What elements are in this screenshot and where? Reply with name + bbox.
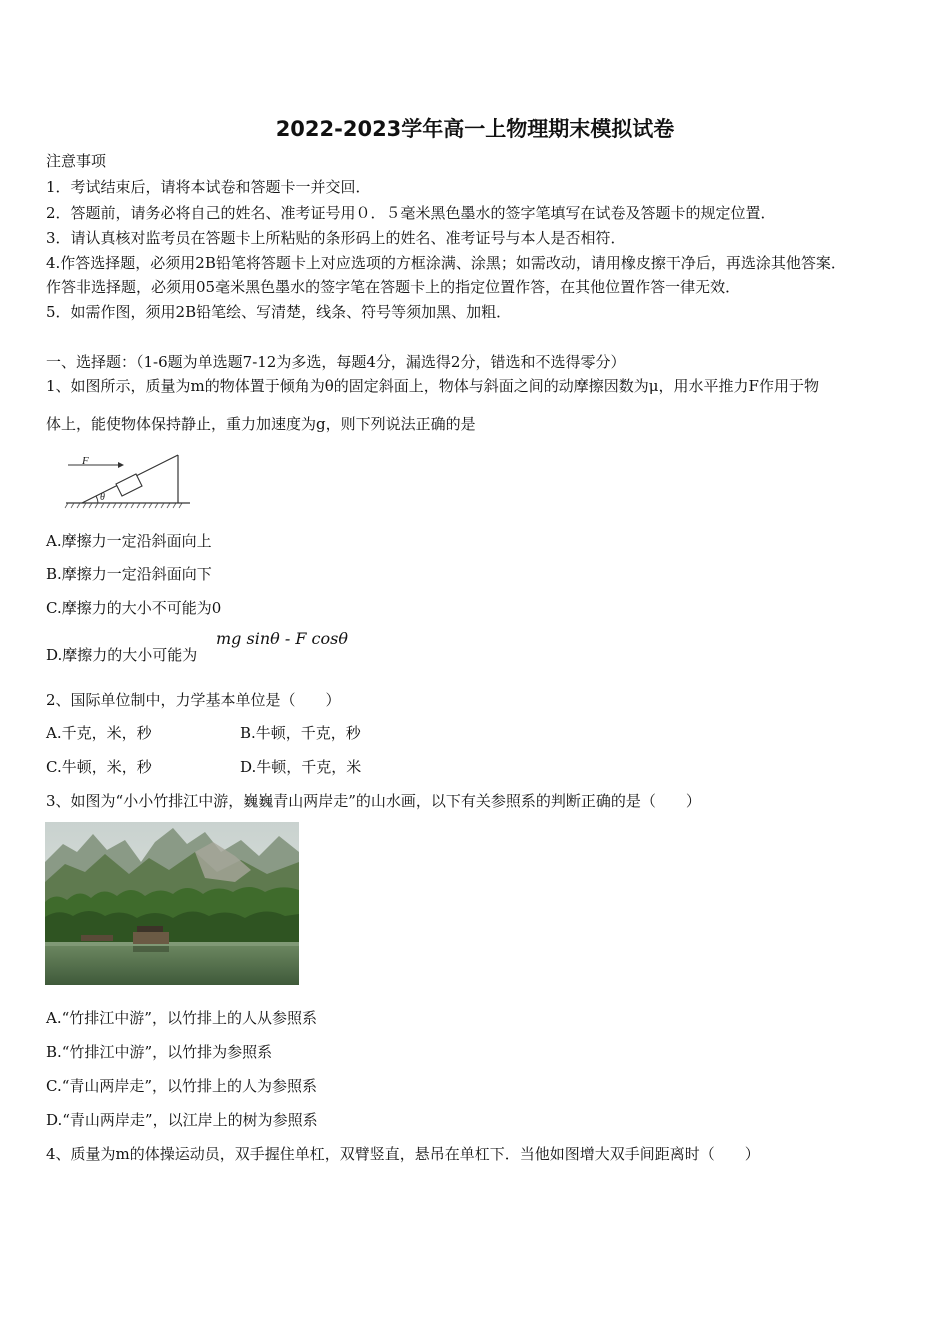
q1-option-a: A.摩擦力一定沿斜面向上 — [46, 532, 212, 550]
landscape-photo — [45, 822, 299, 985]
incline-figure — [64, 448, 192, 512]
force-label: F — [82, 455, 89, 467]
q1-option-c: C.摩擦力的大小不可能为0 — [46, 599, 222, 617]
q3-option-c: C.“青山两岸走”，以竹排上的人为参照系 — [46, 1077, 318, 1095]
notice-item: 1．考试结束后，请将本试卷和答题卡一并交回． — [46, 178, 371, 196]
question-2-stem: 2、国际单位制中，力学基本单位是（ ） — [46, 691, 341, 709]
q3-option-a: A.“竹排江中游”，以竹排上的人从参照系 — [46, 1009, 317, 1027]
block-shape — [116, 474, 142, 496]
question-4-stem: 4、质量为m的体操运动员，双手握住单杠，双臂竖直，悬吊在单杠下．当他如图增大双手间距离时（ ） — [46, 1145, 760, 1163]
notice-heading: 注意事项 — [46, 152, 107, 170]
notice-item: 5．如需作图，须用2B铅笔绘、写清楚，线条、符号等须加黑、加粗． — [46, 303, 512, 321]
notice-item: 3．请认真核对监考员在答题卡上所粘贴的条形码上的姓名、准考证号与本人是否相符． — [46, 229, 626, 247]
notice-item: 作答非选择题，必须用05毫米黑色墨水的签字笔在答题卡上的指定位置作答，在其他位置作答一律无效． — [46, 278, 741, 296]
q1-option-b: B.摩擦力一定沿斜面向下 — [46, 565, 212, 583]
q2-option-d: D.牛顿，千克，米 — [240, 758, 362, 776]
section-heading: 一、选择题：（1-6题为单选题7-12为多选，每题4分，漏选得2分，错选和不选得零分） — [46, 353, 626, 371]
q1-option-d-formula: mg sinθ - F cosθ — [216, 629, 348, 648]
q1-option-d: D.摩擦力的大小可能为 — [46, 646, 198, 664]
q2-option-a: A.千克，米，秒 — [46, 724, 152, 742]
angle-label: θ — [100, 492, 105, 503]
q2-option-b: B.牛顿，千克，秒 — [240, 724, 361, 742]
q3-option-d: D.“青山两岸走”，以江岸上的树为参照系 — [46, 1111, 318, 1129]
question-3-stem: 3、如图为“小小竹排江中游，巍巍青山两岸走”的山水画，以下有关参照系的判断正确的是（ ） — [46, 792, 701, 810]
q2-option-c: C.牛顿，米，秒 — [46, 758, 152, 776]
question-1-stem-line2: 体上，能使物体保持静止，重力加速度为g，则下列说法正确的是 — [46, 415, 476, 433]
page-title: 2022-2023学年高一上物理期末模拟试卷 — [275, 117, 675, 141]
notice-item: 4.作答选择题，必须用2B铅笔将答题卡上对应选项的方框涂满、涂黑；如需改动，请用橡皮擦干净后，再选涂其他答案． — [46, 254, 846, 272]
notice-item: 2．答题前，请务必将自己的姓名、准考证号用０．５毫米黑色墨水的签字笔填写在试卷及答题卡的规定位置． — [46, 204, 776, 222]
q3-option-b: B.“竹排江中游”，以竹排为参照系 — [46, 1043, 273, 1061]
question-1-stem-line1: 1、如图所示，质量为m的物体置于倾角为θ的固定斜面上，物体与斜面之间的动摩擦因数为μ，用水平推力F作用于物 — [46, 377, 819, 395]
